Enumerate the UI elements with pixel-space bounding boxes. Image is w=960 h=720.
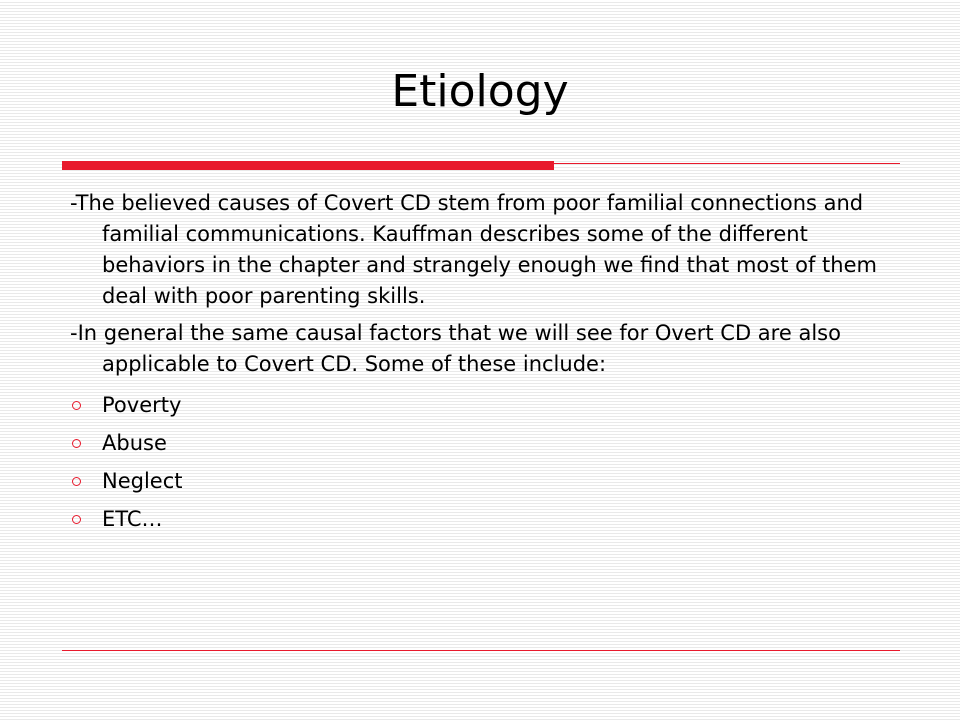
bullet-label: Abuse <box>102 431 167 455</box>
bullet-item-poverty <box>70 386 906 424</box>
hollow-circle-bullet-icon <box>72 439 81 448</box>
slide-body <box>70 188 906 538</box>
hollow-circle-bullet-icon <box>72 515 81 524</box>
footer-rule <box>62 650 900 651</box>
body-paragraph-factors: -In general the same causal factors that we will see for Overt CD are also applicable to Covert CD. Some of these include: <box>70 321 841 376</box>
bullet-label: Neglect <box>102 469 183 493</box>
bullet-label: ETC… <box>102 507 163 531</box>
bullet-item-etc <box>70 500 906 538</box>
bullet-item-abuse <box>70 424 906 462</box>
bullet-item-neglect <box>70 462 906 500</box>
bullet-label: Poverty <box>102 393 182 417</box>
title-underline-accent <box>62 161 554 170</box>
body-paragraph-causes: -The believed causes of Covert CD stem from poor familial connections and familial communications. Kauffman describes some of the different behaviors in the chapter and strangely enough we find that most of them deal with poor parenting skills. <box>70 191 877 308</box>
bullet-list <box>70 386 906 538</box>
hollow-circle-bullet-icon <box>72 401 81 410</box>
hollow-circle-bullet-icon <box>72 477 81 486</box>
slide-title: Etiology <box>391 66 569 117</box>
